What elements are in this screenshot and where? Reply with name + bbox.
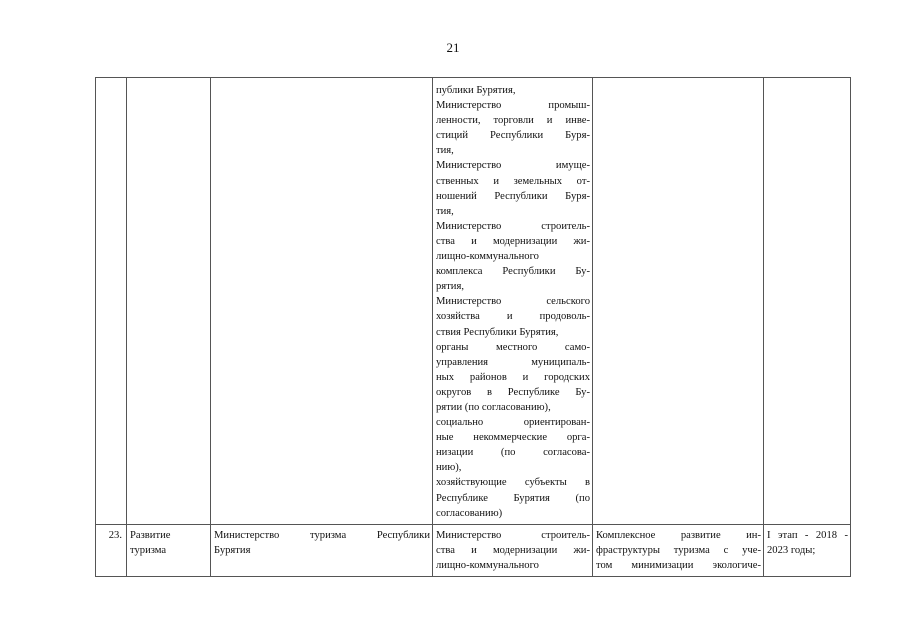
- text-line: социально ориентирован-: [436, 417, 590, 429]
- program-table: [95, 77, 851, 577]
- text-line: округов в Республике Бу-: [436, 386, 590, 398]
- text-line: стиций Республики Буря-: [436, 130, 590, 142]
- text-line: Бурятия: [214, 544, 251, 556]
- text-line: ленности, торговли и инве-: [436, 115, 590, 127]
- table-row-23: [96, 524, 851, 576]
- cell-goal: [593, 524, 764, 576]
- text-line: ственных и земельных от-: [436, 175, 590, 187]
- cell-goal-empty: [593, 78, 764, 525]
- text-line: Министерство промыш-: [436, 100, 590, 112]
- cell-responsible-empty: [211, 78, 433, 525]
- text-line: ства и модернизации жи-: [436, 544, 590, 556]
- cell-direction-empty: [127, 78, 211, 525]
- text-line: ства и модернизации жи-: [436, 235, 590, 247]
- text-line: Министерство строитель-: [436, 529, 590, 541]
- text-line: Развитие: [130, 529, 171, 541]
- text-line: комплекса Республики Бу-: [436, 266, 590, 278]
- text-line: хозяйствующие субъекты в: [436, 477, 590, 489]
- text-line: Комплексное развитие ин-: [596, 529, 761, 541]
- cell-number-empty: [96, 78, 127, 525]
- text-line: лищно-коммунального: [436, 559, 539, 571]
- text-line: нию),: [436, 462, 462, 474]
- cell-coexecutors: [433, 78, 593, 525]
- text-line: рятия,: [436, 281, 464, 293]
- text-line: согласованию): [436, 507, 503, 519]
- text-line: Республике Бурятия (по: [436, 492, 590, 504]
- table-row-continued: [96, 78, 851, 525]
- text-line: 2023 годы;: [767, 544, 816, 556]
- text-line: ствия Республики Бурятия,: [436, 326, 559, 338]
- cell-direction: [127, 524, 211, 576]
- text-line: публики Бурятия,: [436, 85, 516, 96]
- text-line: ных районов и городских: [436, 371, 590, 383]
- text-line: органы местного само-: [436, 341, 590, 353]
- text-line: Министерство туризма Республики: [214, 529, 430, 541]
- text-line: хозяйства и продоволь-: [436, 311, 590, 323]
- text-line: Министерство имуще-: [436, 160, 590, 172]
- cell-coexecutors: [433, 524, 593, 576]
- text-line: Министерство строитель-: [436, 220, 590, 232]
- text-line: I этап - 2018 -: [767, 529, 848, 541]
- page-number: 21: [446, 40, 460, 55]
- cell-period: [764, 524, 851, 576]
- text-line: фраструктуры туризма с уче-: [596, 544, 761, 556]
- text-line: Министерство сельского: [436, 296, 590, 308]
- text-line: ные некоммерческие орга-: [436, 432, 590, 444]
- text-line: тия,: [436, 205, 454, 217]
- text-line: рятии (по согласованию),: [436, 401, 551, 413]
- cell-responsible: [211, 524, 433, 576]
- text-line: тия,: [436, 145, 454, 157]
- text-line: лищно-коммунального: [436, 251, 539, 263]
- text-line: том минимизации экологиче-: [596, 559, 761, 571]
- cell-period-empty: [764, 78, 851, 525]
- text-line: низации (по согласова-: [436, 447, 590, 459]
- text-line: туризма: [130, 544, 167, 556]
- text-line: ношений Республики Буря-: [436, 190, 590, 202]
- text-line: управления муниципаль-: [436, 356, 590, 368]
- cell-row-number: 23.: [96, 524, 127, 576]
